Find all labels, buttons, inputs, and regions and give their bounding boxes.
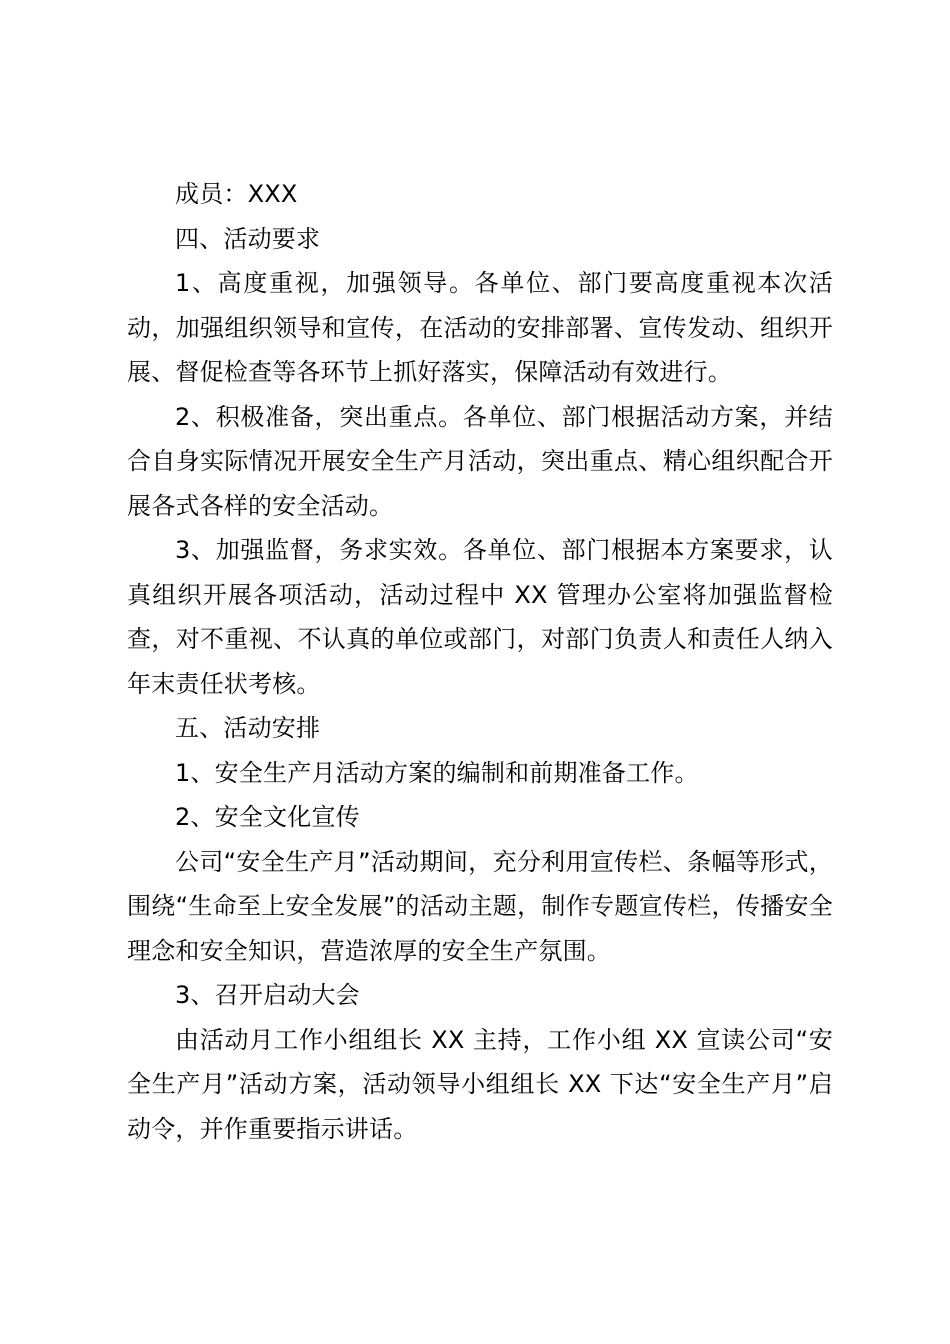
arrangement-item-2-body: 公司“安全生产月”活动期间，充分利用宣传栏、条幅等形式，围绕“生命至上安全发展”的活动主题，制作专题宣传栏，传播安全理念和安全知识，营造浓厚的安全生产氛围。: [127, 847, 833, 965]
requirement-paragraph-1: 1、高度重视，加强领导。各单位、部门要高度重视本次活动，加强组织领导和宣传，在活动的安排部署、宣传发动、组织开展、督促检查等各环节上抓好落实，保障活动有效进行。: [127, 269, 833, 386]
arrangement-item-1: 1、安全生产月活动方案的编制和前期准备工作。: [175, 758, 699, 787]
requirement-paragraph-2: 2、积极准备，突出重点。各单位、部门根据活动方案，并结合自身实际情况开展安全生产月活动，突出重点、精心组织配合开展各式各样的安全活动。: [127, 402, 833, 520]
section-heading-arrangements: 五、活动安排: [175, 714, 321, 742]
members-line: 成员：XXX: [175, 180, 298, 208]
document-body: [127, 172, 833, 1151]
arrangement-item-3-body: 由活动月工作小组组长 XX 主持，工作小组 XX 宣读公司“安全生产月”活动方案，活动领导小组组长 XX 下达“安全生产月”启动令，并作重要指示讲话。: [127, 1025, 833, 1143]
requirement-paragraph-3: 3、加强监督，务求实效。各单位、部门根据本方案要求，认真组织开展各项活动，活动过程中 XX 管理办公室将加强监督检查，对不重视、不认真的单位或部门，对部门负责人和责任人纳入年末责任状考核。: [127, 536, 833, 698]
arrangement-item-2-title: 2、安全文化宣传: [175, 803, 360, 831]
arrangement-item-3-title: 3、召开启动大会: [175, 981, 360, 1009]
section-heading-requirements: 四、活动要求: [175, 224, 321, 253]
